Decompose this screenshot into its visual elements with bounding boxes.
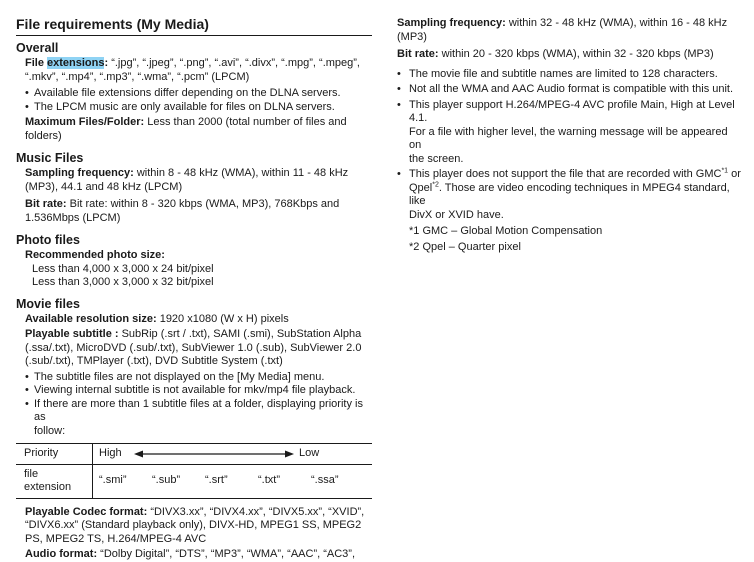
codec-line3: PS, MPEG2 TS, H.264/MPEG-4 AVC (25, 532, 207, 545)
overall-bullets (16, 87, 372, 114)
bullet3-line2: follow: (34, 424, 66, 437)
movie-sub-line2: (.ssa/.txt), MicroDVD (.sub/.txt), SubViewer 1.0 (.sub), SubViewer 2.0 (25, 341, 362, 354)
photo-size-line: Less than 3,000 x 3,000 x 32 bit/pixel (32, 276, 214, 288)
priority-low: Low (299, 447, 320, 460)
b4-line1-post: or (728, 168, 741, 180)
max-files-line2: folders) (25, 129, 62, 142)
list-item: • The movie file and subtitle names are limited to 128 characters. (397, 68, 742, 82)
priority-high: High (99, 447, 122, 460)
ext-txt: “.txt” (258, 474, 280, 487)
footnote-ref-2: *2 (432, 180, 439, 188)
codec-line2: “DIVX6.xx” (Standard playback only), DIVX-HD, MPEG1 SS, MPEG2 (25, 519, 362, 531)
file-ext-line1: “.jpg”, “.jpeg”, “.png”, “.avi”, “.divx”, “.mpg”, “.mpeg”, (108, 57, 360, 69)
movie-sub-line1: SubRip (.srt / .txt), SAMI (.smi), SubStation Alpha (118, 328, 362, 340)
b3-line3: the screen. (409, 152, 464, 165)
file-extensions-block (16, 57, 372, 84)
max-files-line1: Less than 2000 (total number of files and (144, 116, 347, 128)
audio-label: Audio format: (25, 548, 98, 560)
music-heading: Music Files (16, 151, 84, 165)
right-sf-line2: (MP3) (397, 30, 427, 43)
movie-bullets (16, 371, 372, 439)
music-br-line1: Bit rate: within 8 - 320 kbps (WMA, MP3), 768Kbps and (66, 198, 340, 210)
priority-label: Priority (16, 444, 93, 465)
photo-rec-label: Recommended photo size: (25, 249, 165, 261)
ext-smi: “.smi” (99, 474, 127, 487)
list-item: • The LPCM music are only available for files on DLNA servers. (16, 101, 372, 115)
overall-heading: Overall (16, 41, 59, 55)
file-ext-label-pre: File (25, 57, 48, 69)
list-item (16, 398, 372, 439)
double-arrow-icon (134, 449, 294, 459)
file-ext-line2: “.mkv”, “.mp4”, “.mp3”, “.wma”, “.pcm” (LPCM) (25, 70, 250, 83)
photo-size-line: Less than 4,000 x 3,000 x 24 bit/pixel (32, 262, 214, 275)
ext-ssa: “.ssa” (311, 474, 339, 487)
music-sampling-block (16, 167, 372, 194)
list-item: • The subtitle files are not displayed on the [My Media] menu. (16, 371, 372, 385)
list-item: • Not all the WMA and AAC Audio format is compatible with this unit. (397, 83, 742, 97)
photo-sizes (16, 263, 372, 290)
movie-res-value: 1920 x1080 (W x H) pixels (156, 312, 289, 325)
footnote-ref-1: *1 (721, 167, 729, 175)
movie-heading: Movie files (16, 296, 80, 311)
codec-label: Playable Codec format: (25, 505, 148, 518)
codec-block (16, 506, 372, 547)
music-sf-line1: within 8 - 48 kHz (WMA), within 11 - 48 kHz (133, 167, 349, 179)
max-files-block (16, 116, 372, 143)
photo-block (16, 249, 372, 263)
music-sf-line2: (MP3), 44.1 and 48 kHz (LPCM) (25, 180, 183, 193)
photo-heading: Photo files (16, 233, 80, 247)
footnote-2: *2 Qpel – Quarter pixel (409, 240, 521, 253)
right-sf-line1: within 32 - 48 kHz (WMA), within 16 - 48 kHz (505, 17, 728, 29)
subtitle-priority-table (16, 443, 372, 499)
b4-line2-post: . Those are video encoding techniques in MPEG4 standard, like (409, 181, 730, 207)
file-extension-label: file extension (16, 464, 93, 498)
max-files-label: Maximum Files/Folder: (25, 116, 145, 128)
highlighted-extensions-word[interactable]: extensions (47, 57, 105, 69)
left-column (16, 0, 372, 562)
b4-line2-pre: Qpel (409, 181, 433, 194)
list-item (397, 99, 742, 167)
page-title: File requirements (My Media) (16, 0, 372, 36)
table-row (16, 464, 372, 498)
movie-resolution-block (16, 313, 372, 327)
right-sf-label: Sampling frequency: (397, 17, 506, 29)
music-bitrate-block (16, 198, 372, 225)
movie-sub-line3: (.sub/.txt), TMPlayer (.txt), DVD Subtitle System (.txt) (25, 355, 283, 367)
ext-sub: “.sub” (152, 474, 181, 487)
right-br-label: Bit rate: (397, 48, 439, 60)
b3-line1: This player support H.264/MPEG-4 AVC profile Main, High at Level 4.1. (409, 98, 735, 124)
list-item (397, 168, 742, 222)
right-bullets (397, 68, 742, 223)
audio-value: “Dolby Digital”, “DTS”, “MP3”, “WMA”, “AAC”, “AC3”, (97, 548, 356, 560)
music-sf-label: Sampling frequency: (25, 167, 134, 179)
audio-block (16, 548, 372, 562)
music-br-line2: 1.536Mbps (LPCM) (25, 211, 121, 224)
codec-line1: “DIVX3.xx”, “DIVX4.xx”, “DIVX5.xx”, “XVID”, (147, 505, 365, 518)
right-column (397, 17, 742, 254)
movie-subtitle-block (16, 328, 372, 369)
b4-line1: This player does not support the file that are recorded with GMC (409, 168, 722, 180)
ext-srt: “.srt” (205, 474, 228, 487)
footnote-1: *1 GMC – Global Motion Compensation (409, 225, 603, 237)
b4-line3: DivX or XVID have. (409, 208, 504, 221)
extensions-cell (93, 464, 373, 498)
bullet3-line1: If there are more than 1 subtitle files at a folder, displaying priority is as (34, 397, 363, 423)
movie-sub-label: Playable subtitle : (25, 328, 119, 340)
list-item: • Available file extensions differ depending on the DLNA servers. (16, 87, 372, 101)
b3-line2: For a file with higher level, the warning message will be appeared on (409, 125, 728, 151)
file-ext-label-post: : (104, 57, 109, 69)
right-br-value: within 20 - 320 kbps (WMA), within 32 - 320 kbps (MP3) (438, 48, 714, 60)
list-item: • Viewing internal subtitle is not available for mkv/mp4 file playback. (16, 384, 372, 398)
priority-arrow-cell (93, 444, 373, 465)
music-br-label: Bit rate: (25, 198, 67, 210)
table-row (16, 444, 372, 465)
movie-res-label: Available resolution size: (25, 312, 157, 325)
